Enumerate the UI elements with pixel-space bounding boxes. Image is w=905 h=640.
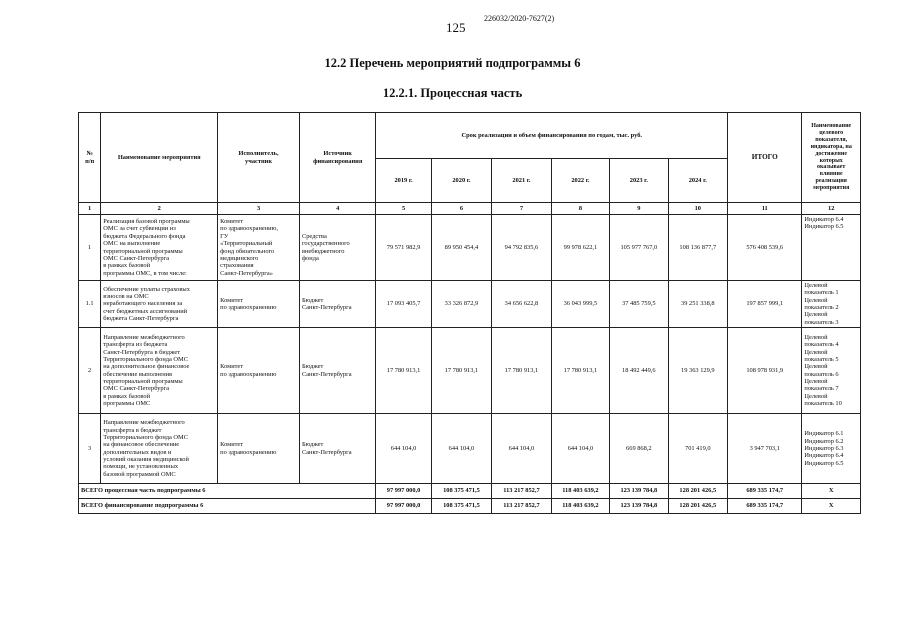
column-number: 11 [728, 203, 802, 215]
row-total: 108 978 931,9 [728, 328, 802, 414]
row-name: Реализация базовой программы ОМС за счет субвенции из бюджета Федерального фонда ОМС на выполнение территориальной программы ОМС Санкт-Петербурга в рамках базовой программы ОМС, в том числе: [101, 215, 218, 281]
total-value-2024: 128 201 426,5 [668, 499, 728, 514]
row-value-2020: 89 950 454,4 [431, 215, 492, 281]
row-value-2021: 17 780 913,1 [492, 328, 551, 414]
row-indicator: Индикатор 6.1 Индикатор 6.2 Индикатор 6.3 Индикатор 6.4 Индикатор 6.5 [802, 414, 861, 484]
row-source: Средства государственного внебюджетного фонда [299, 215, 375, 281]
total-value-2022: 118 403 639,2 [551, 484, 609, 499]
row-value-2021: 94 792 835,6 [492, 215, 551, 281]
row-name: Обеспечение уплаты страховых взносов на ОМС неработающего населения за счет бюджетных ассигнований бюджета Санкт-Петербурга [101, 281, 218, 328]
row-value-2024: 39 251 338,8 [668, 281, 728, 328]
row-executor: Комитет по здравоохранению [218, 281, 300, 328]
total-value-2019: 97 997 000,0 [376, 499, 431, 514]
header-total: ИТОГО [728, 113, 802, 203]
total-value-sum: 689 335 174,7 [728, 499, 802, 514]
header-num: № п/п [79, 113, 101, 203]
section-title: 12.2 Перечень мероприятий подпрограммы 6 [324, 56, 581, 70]
row-executor: Комитет по здравоохранению [218, 328, 300, 414]
header-name: Наименование мероприятия [101, 113, 218, 203]
total-indicator: Х [802, 499, 861, 514]
header-year-2021: 2021 г. [492, 159, 551, 203]
row-num: 2 [79, 328, 101, 414]
row-executor: Комитет по здравоохранению, ГУ «Территориальный фонд обязательного медицинского страхования Санкт-Петербурга» [218, 215, 300, 281]
row-total: 3 947 703,1 [728, 414, 802, 484]
column-number: 6 [431, 203, 492, 215]
header-executor: Исполнитель, участник [218, 113, 300, 203]
row-value-2020: 17 780 913,1 [431, 328, 492, 414]
column-number: 1 [79, 203, 101, 215]
column-number: 12 [802, 203, 861, 215]
column-number: 3 [218, 203, 300, 215]
row-value-2019: 644 104,0 [376, 414, 431, 484]
total-row [79, 484, 861, 499]
row-total: 576 408 539,6 [728, 215, 802, 281]
row-value-2023: 669 868,2 [610, 414, 668, 484]
header-row [79, 113, 861, 159]
row-value-2024: 19 363 129,9 [668, 328, 728, 414]
row-value-2022: 36 043 999,5 [551, 281, 609, 328]
total-value-2021: 113 217 852,7 [492, 499, 551, 514]
table-row [79, 328, 861, 414]
row-value-2022: 99 978 622,1 [551, 215, 609, 281]
activities-table [78, 112, 861, 514]
row-value-2019: 17 093 405,7 [376, 281, 431, 328]
row-indicator: Целевой показатель 1 Целевой показатель 2 Целевой показатель 3 [802, 281, 861, 328]
row-source: Бюджет Санкт-Петербурга [299, 281, 375, 328]
row-num: 1.1 [79, 281, 101, 328]
row-value-2022: 644 104,0 [551, 414, 609, 484]
total-value-2023: 123 139 784,8 [610, 499, 668, 514]
row-value-2023: 105 977 767,0 [610, 215, 668, 281]
row-num: 3 [79, 414, 101, 484]
total-value-2021: 113 217 852,7 [492, 484, 551, 499]
column-number: 7 [492, 203, 551, 215]
total-value-2020: 108 375 471,5 [431, 484, 492, 499]
total-value-2022: 118 403 639,2 [551, 499, 609, 514]
row-executor: Комитет по здравоохранению [218, 414, 300, 484]
total-label: ВСЕГО процессная часть подпрограммы 6 [79, 484, 376, 499]
column-number: 8 [551, 203, 609, 215]
table-row [79, 281, 861, 328]
row-value-2019: 17 780 913,1 [376, 328, 431, 414]
header-year-2019: 2019 г. [376, 159, 431, 203]
total-indicator: Х [802, 484, 861, 499]
column-number: 9 [610, 203, 668, 215]
total-value-2024: 128 201 426,5 [668, 484, 728, 499]
row-value-2019: 79 571 982,9 [376, 215, 431, 281]
header-year-2023: 2023 г. [610, 159, 668, 203]
page-number: 125 [446, 20, 466, 35]
row-value-2024: 701 419,0 [668, 414, 728, 484]
row-total: 197 857 999,1 [728, 281, 802, 328]
total-row [79, 499, 861, 514]
subsection-title: 12.2.1. Процессная часть [382, 86, 523, 100]
column-number: 5 [376, 203, 431, 215]
row-value-2024: 108 136 877,7 [668, 215, 728, 281]
row-source: Бюджет Санкт-Петербурга [299, 414, 375, 484]
table-row [79, 414, 861, 484]
column-number: 2 [101, 203, 218, 215]
column-number: 10 [668, 203, 728, 215]
column-number: 4 [299, 203, 375, 215]
header-year-2024: 2024 г. [668, 159, 728, 203]
header-source: Источник финансирования [299, 113, 375, 203]
row-value-2021: 34 656 622,8 [492, 281, 551, 328]
row-value-2022: 17 780 913,1 [551, 328, 609, 414]
total-value-2019: 97 997 000,0 [376, 484, 431, 499]
header-indicator: Наименование целевого показателя, индикатора, на достижение которых оказывает влияние реализация мероприятия [802, 113, 861, 203]
row-name: Направление межбюджетного трансферта в бюджет Территориального фонда ОМС на финансовое обеспечение дополнительных видов и условий оказания медицинской помощи, не установленных базовой программой ОМС [101, 414, 218, 484]
row-num: 1 [79, 215, 101, 281]
row-indicator: Индикатор 6.4 Индикатор 6.5 [802, 215, 861, 281]
header-year-2020: 2020 г. [431, 159, 492, 203]
total-value-2020: 108 375 471,5 [431, 499, 492, 514]
row-value-2023: 37 485 759,5 [610, 281, 668, 328]
total-value-2023: 123 139 784,8 [610, 484, 668, 499]
row-indicator: Целевой показатель 4 Целевой показатель 5 Целевой показатель 6 Целевой показатель 7 Целевой показатель 10 [802, 328, 861, 414]
header-year-2022: 2022 г. [551, 159, 609, 203]
document-id: 226032/2020-7627(2) [484, 14, 555, 23]
row-value-2020: 644 104,0 [431, 414, 492, 484]
table-row [79, 215, 861, 281]
header-period-group: Срок реализации и объем финансирования по годам, тыс. руб. [376, 113, 728, 159]
row-name: Направление межбюджетного трансферта из бюджета Санкт-Петербурга в бюджет Территориального фонда ОМС на дополнительное финансовое обеспечение выполнения территориальной программы ОМС Санкт-Петербурга в рамках базовой программы ОМС [101, 328, 218, 414]
total-label: ВСЕГО финансирование подпрограммы 6 [79, 499, 376, 514]
column-number-row [79, 203, 861, 215]
row-value-2021: 644 104,0 [492, 414, 551, 484]
row-value-2023: 18 492 449,6 [610, 328, 668, 414]
total-value-sum: 689 335 174,7 [728, 484, 802, 499]
row-value-2020: 33 326 872,9 [431, 281, 492, 328]
row-source: Бюджет Санкт-Петербурга [299, 328, 375, 414]
